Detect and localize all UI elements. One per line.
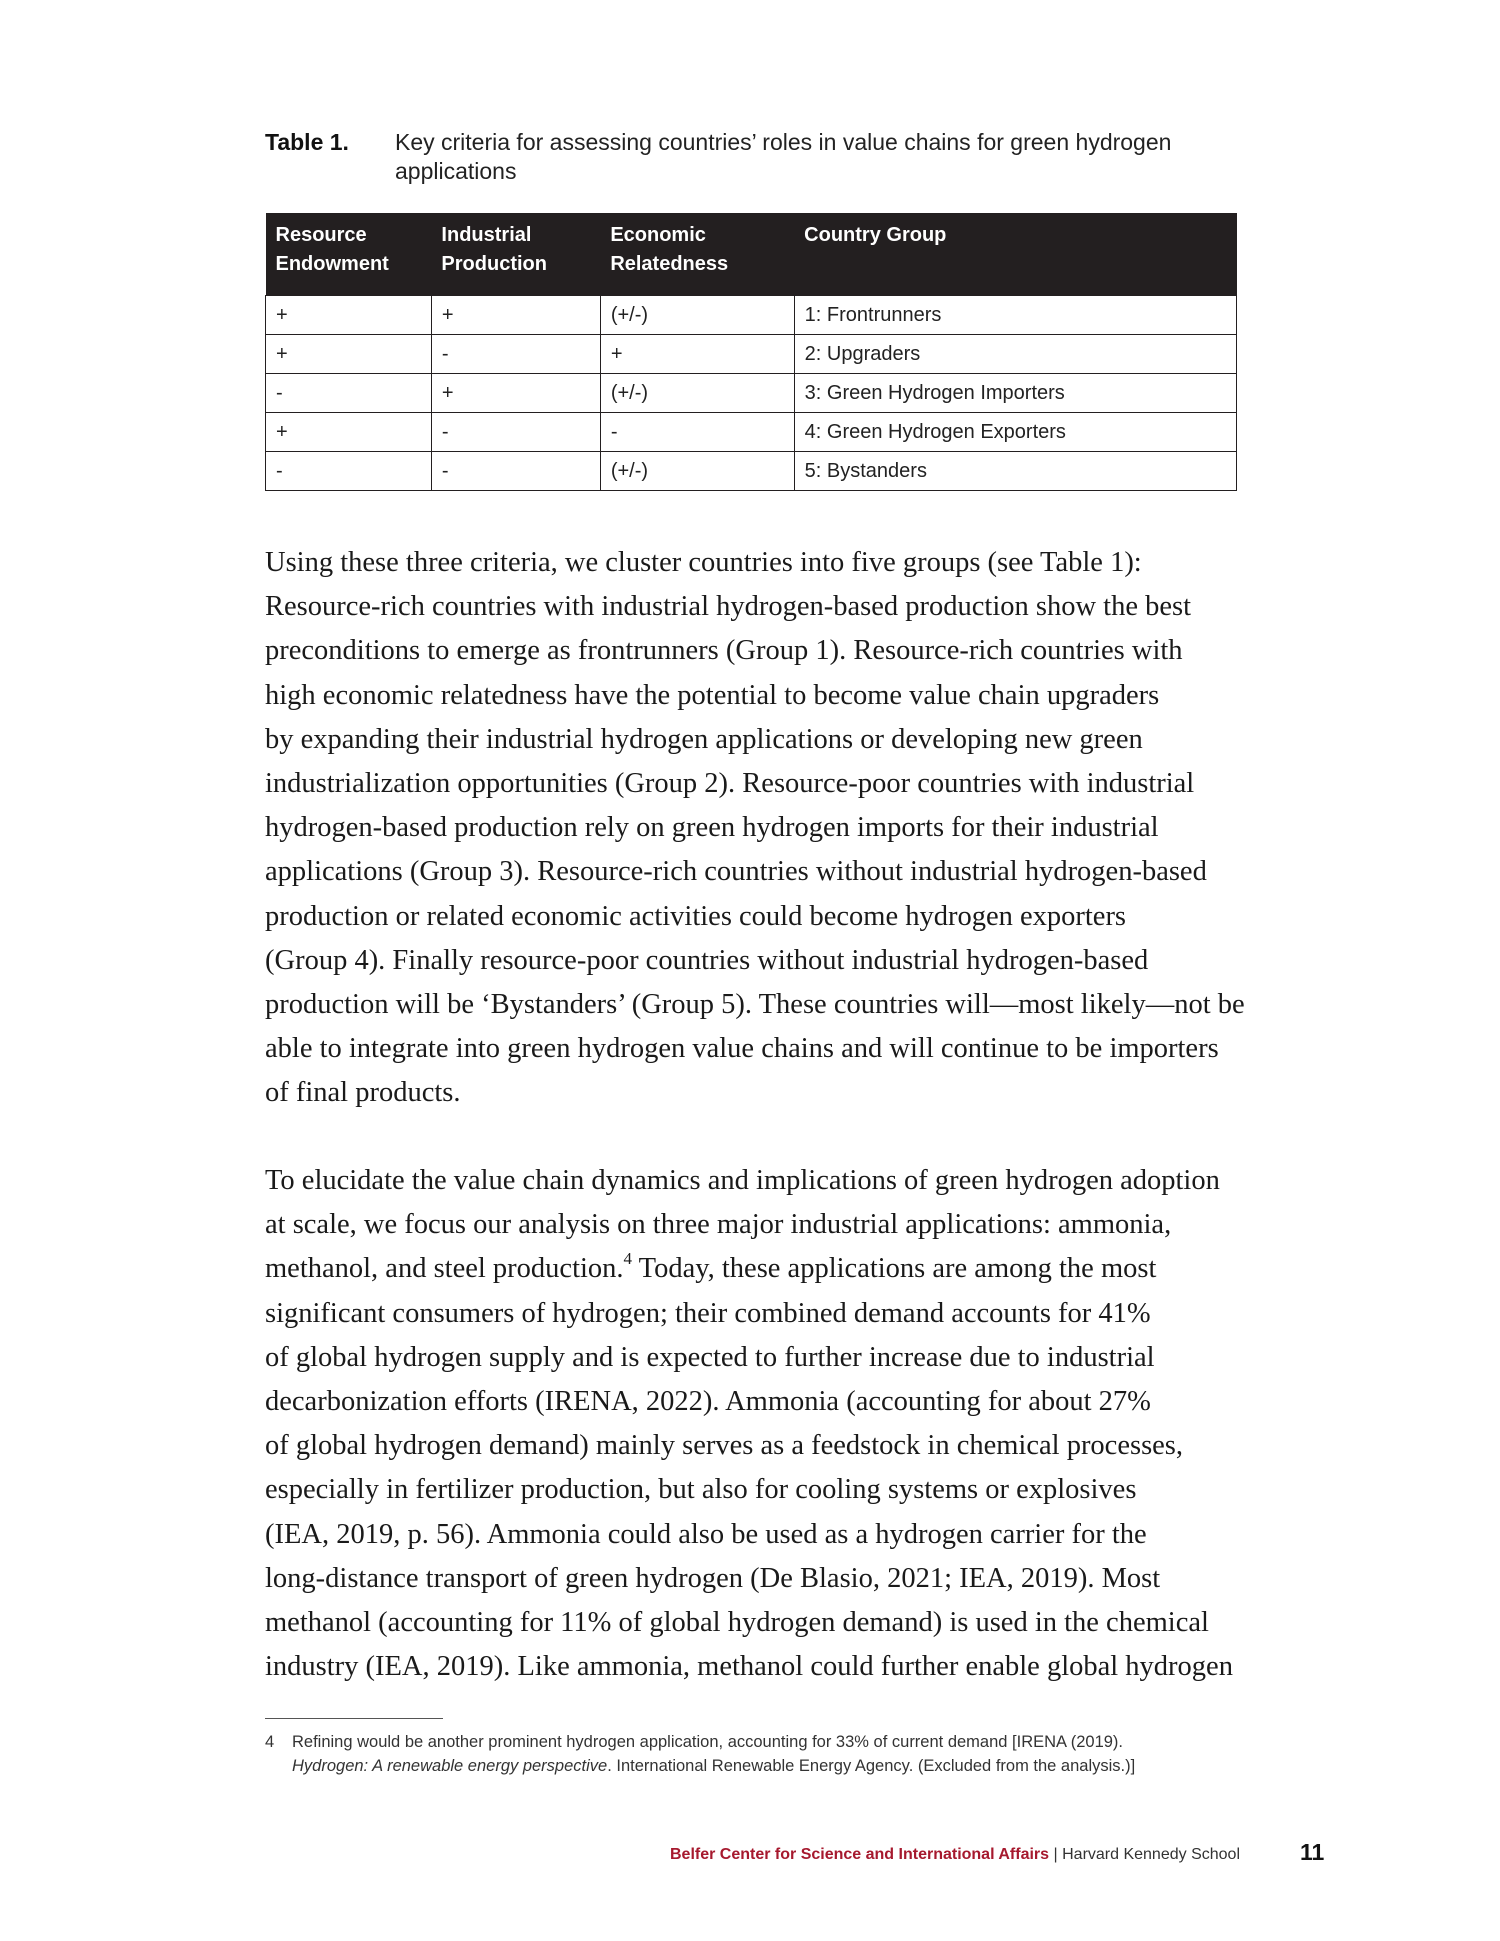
- cell-resource: -: [266, 374, 432, 413]
- line-text: Today, these applications are among the most: [632, 1253, 1157, 1285]
- paragraph-line: by expanding their industrial hydrogen applications or developing new green: [265, 723, 1143, 755]
- table-header: [266, 213, 1237, 296]
- table-row: [266, 374, 1237, 413]
- paragraph-line: Resource-rich countries with industrial hydrogen-based production show the best: [265, 591, 1192, 623]
- paragraph-line: long-distance transport of green hydrogen (De Blasio, 2021; IEA, 2019). Most: [265, 1562, 1161, 1594]
- footer-separator: |: [1049, 1846, 1063, 1863]
- paragraph-line: of final products.: [265, 1077, 461, 1109]
- table-header-row: [266, 213, 1237, 296]
- cell-economic: +: [600, 335, 794, 374]
- cell-economic: (+/-): [600, 296, 794, 335]
- paragraph-line: To elucidate the value chain dynamics and implications of green hydrogen adoption: [265, 1165, 1220, 1196]
- footnote: [265, 1730, 1245, 1778]
- header-line: Economic: [610, 224, 706, 246]
- paragraph-line: of global hydrogen supply and is expected to further increase due to industrial: [265, 1341, 1155, 1373]
- header-line: Production: [441, 253, 547, 275]
- cell-group: 3: Green Hydrogen Importers: [794, 374, 1236, 413]
- cell-industrial: -: [431, 335, 600, 374]
- footnote-reference[interactable]: 4: [623, 1248, 633, 1268]
- cell-industrial: +: [431, 296, 600, 335]
- cell-industrial: +: [431, 374, 600, 413]
- footnote-title: Hydrogen: A renewable energy perspective: [292, 1757, 608, 1775]
- table-caption-line: applications: [395, 158, 517, 184]
- cell-group: 4: Green Hydrogen Exporters: [794, 413, 1236, 452]
- paragraph-line: industrialization opportunities (Group 2). Resource-poor countries with industrial: [265, 768, 1195, 800]
- cell-resource: +: [266, 335, 432, 374]
- footnote-line: [292, 1754, 1242, 1778]
- page-footer: [600, 1846, 1240, 1864]
- body-paragraph-2: [265, 1159, 1245, 1689]
- cell-resource: +: [266, 413, 432, 452]
- paragraph-line: especially in fertilizer production, but also for cooling systems or explosives: [265, 1474, 1137, 1506]
- paragraph-line: at scale, we focus our analysis on three major industrial applications: ammonia,: [265, 1209, 1172, 1241]
- paragraph-line: significant consumers of hydrogen; their combined demand accounts for 41%: [265, 1297, 1151, 1329]
- cell-group: 5: Bystanders: [794, 452, 1236, 491]
- paragraph-line: methanol (accounting for 11% of global hydrogen demand) is used in the chemical: [265, 1607, 1209, 1639]
- header-line: Country Group: [804, 224, 947, 246]
- cell-industrial: -: [431, 452, 600, 491]
- cell-group: 1: Frontrunners: [794, 296, 1236, 335]
- paragraph-line: production or related economic activities could become hydrogen exporters: [265, 900, 1127, 932]
- table-caption-text: [395, 128, 1215, 186]
- paragraph-line: able to integrate into green hydrogen value chains and will continue to be importers: [265, 1033, 1219, 1065]
- paragraph-line: high economic relatedness have the potential to become value chain upgraders: [265, 679, 1160, 711]
- header-resource-endowment: [266, 213, 432, 296]
- paragraph-line: decarbonization efforts (IRENA, 2022). Ammonia (accounting for about 27%: [265, 1386, 1151, 1418]
- body-paragraph-1: [265, 541, 1245, 1116]
- paragraph-line: industry (IEA, 2019). Like ammonia, methanol could further enable global hydrogen: [265, 1651, 1233, 1683]
- line-text: methanol, and steel production.: [265, 1253, 624, 1285]
- table-body: [266, 296, 1237, 491]
- table-row: [266, 335, 1237, 374]
- footnote-line-rest: . International Renewable Energy Agency. (Excluded from the analysis.)]: [607, 1757, 1136, 1775]
- footnote-divider: [265, 1718, 443, 1719]
- footer-organization: Belfer Center for Science and International Affairs: [670, 1846, 1050, 1863]
- cell-industrial: -: [431, 413, 600, 452]
- table-row: [266, 296, 1237, 335]
- header-economic-relatedness: [600, 213, 794, 296]
- footer-school: Harvard Kennedy School: [1062, 1846, 1240, 1863]
- header-line: Endowment: [275, 253, 389, 275]
- header-country-group: [794, 213, 1236, 296]
- table-row: [266, 413, 1237, 452]
- cell-economic: -: [600, 413, 794, 452]
- header-industrial-production: [431, 213, 600, 296]
- footnote-text: [292, 1730, 1242, 1778]
- page-number: 11: [1300, 1839, 1325, 1865]
- table-row: [266, 452, 1237, 491]
- paragraph-line: (IEA, 2019, p. 56). Ammonia could also be used as a hydrogen carrier for the: [265, 1518, 1147, 1550]
- header-line: Relatedness: [610, 253, 729, 275]
- header-line: Industrial: [441, 224, 532, 246]
- paragraph-line: (Group 4). Finally resource-poor countries without industrial hydrogen-based: [265, 944, 1149, 976]
- table-caption-line: Key criteria for assessing countries’ roles in value chains for green hydrogen: [395, 129, 1172, 155]
- table-caption-label: Table 1.: [265, 129, 349, 155]
- cell-resource: +: [266, 296, 432, 335]
- paragraph-line: applications (Group 3). Resource-rich countries without industrial hydrogen-based: [265, 856, 1207, 888]
- paragraph-line: Using these three criteria, we cluster countries into five groups (see Table 1):: [265, 547, 1142, 578]
- cell-group: 2: Upgraders: [794, 335, 1236, 374]
- paragraph-line: preconditions to emerge as frontrunners (Group 1). Resource-rich countries with: [265, 635, 1183, 667]
- cell-economic: (+/-): [600, 374, 794, 413]
- cell-resource: -: [266, 452, 432, 491]
- paragraph-line: of global hydrogen demand) mainly serves as a feedstock in chemical processes,: [265, 1430, 1184, 1462]
- footnote-number: 4: [265, 1733, 275, 1751]
- header-line: Resource: [275, 224, 367, 246]
- table-caption: [265, 128, 1235, 186]
- paragraph-line-with-footnote: [265, 1247, 1245, 1291]
- paragraph-line: production will be ‘Bystanders’ (Group 5). These countries will—most likely—not be: [265, 989, 1245, 1021]
- cell-economic: (+/-): [600, 452, 794, 491]
- footnote-line: Refining would be another prominent hydrogen application, accounting for 33% of current demand [IRENA (2019).: [292, 1733, 1124, 1751]
- criteria-table: [265, 213, 1237, 491]
- paragraph-line: hydrogen-based production rely on green hydrogen imports for their industrial: [265, 812, 1159, 844]
